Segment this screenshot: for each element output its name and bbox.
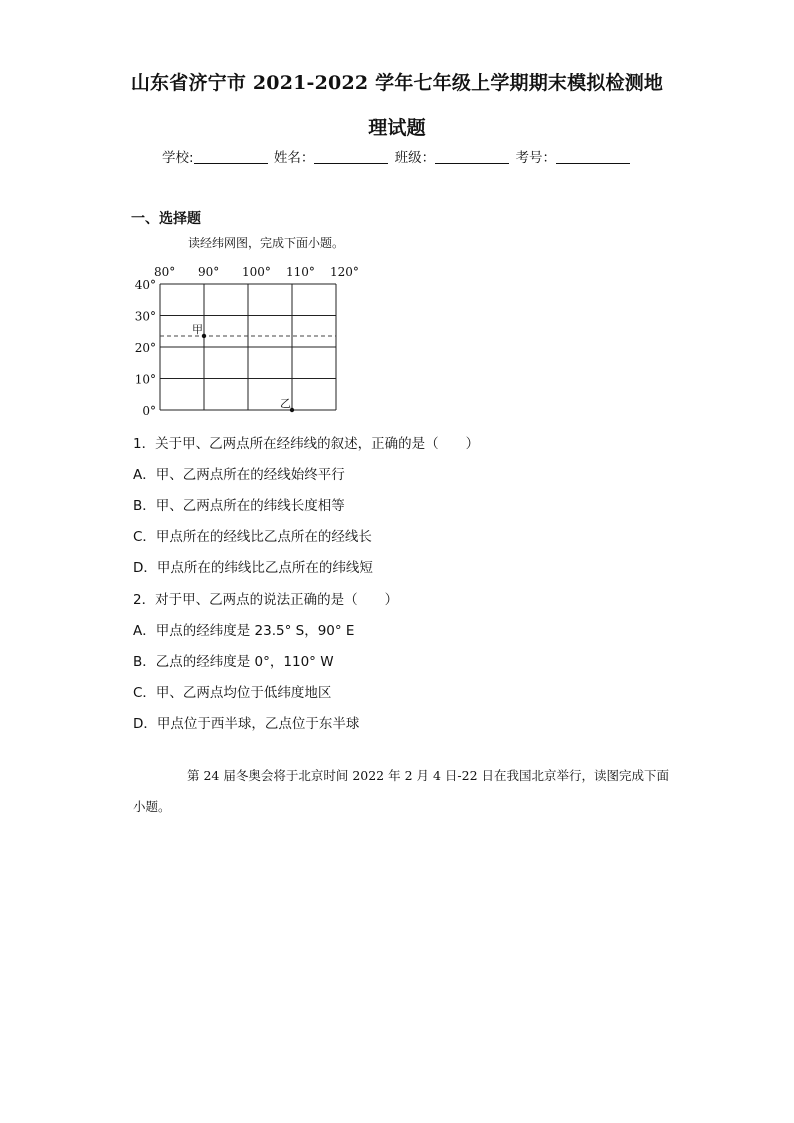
longitude-tick-label: 110°: [286, 265, 315, 279]
section-heading: 一、选择题: [131, 211, 201, 227]
student-info-row: [162, 146, 632, 166]
class-blank[interactable]: [435, 149, 509, 164]
question-1-option-c[interactable]: C．甲点所在的经线比乙点所在的经线长: [133, 529, 372, 545]
question-2-option-b[interactable]: B．乙点的经纬度是 0°，110° W: [133, 654, 334, 670]
longitude-tick-label: 120°: [330, 265, 359, 279]
question-2-option-d[interactable]: D．甲点位于西半球，乙点位于东半球: [133, 716, 360, 732]
latitude-tick-label: 20°: [134, 341, 156, 355]
latitude-tick-label: 30°: [134, 309, 156, 324]
school-label: 学校:: [162, 150, 194, 166]
longitude-tick-label: 90°: [198, 265, 220, 279]
latitude-tick-label: 0°: [142, 404, 156, 418]
class-label: 班级：: [394, 150, 436, 166]
question-1-option-a[interactable]: A．甲、乙两点所在的经线始终平行: [133, 467, 345, 483]
latitude-tick-label: 40°: [134, 278, 156, 292]
exam-title-line1: 山东省济宁市 2021-2022 学年七年级上学期期末模拟检测地: [130, 72, 664, 94]
question-2-stem: 2．对于甲、乙两点的说法正确的是（ ）: [133, 592, 399, 608]
question-1-option-d[interactable]: D．甲点所在的纬线比乙点所在的纬线短: [133, 560, 373, 576]
latitude-tick-label: 10°: [134, 372, 156, 387]
exam-title-line2: 理试题: [368, 117, 426, 139]
exam-number-blank[interactable]: [556, 149, 630, 164]
question-2-option-a[interactable]: A．甲点的经纬度是 23.5° S，90° E: [133, 623, 355, 639]
question-1-option-b[interactable]: B．甲、乙两点所在的纬线长度相等: [133, 498, 345, 514]
school-blank[interactable]: [194, 149, 268, 164]
point-jia-label: 甲: [192, 322, 203, 336]
longitude-tick-label: 100°: [242, 265, 271, 279]
group1-intro: 读经纬网图，完成下面小题。: [188, 236, 345, 250]
longitude-tick-label: 80°: [154, 265, 176, 279]
name-blank[interactable]: [314, 149, 388, 164]
group2-intro: 第 24 届冬奥会将于北京时间 2022 年 2 月 4 日-22 日在我国北京举行，读图完成下面小题。: [133, 768, 670, 814]
name-label: 姓名：: [273, 150, 315, 166]
exam-number-label: 考号：: [515, 150, 556, 166]
point-yi-label: 乙: [280, 397, 291, 410]
question-1-stem: 1．关于甲、乙两点所在经纬线的叙述，正确的是（ ）: [133, 436, 480, 452]
lat-lon-grid-figure: [120, 256, 360, 421]
question-2-option-c[interactable]: C．甲、乙两点均位于低纬度地区: [133, 685, 332, 701]
